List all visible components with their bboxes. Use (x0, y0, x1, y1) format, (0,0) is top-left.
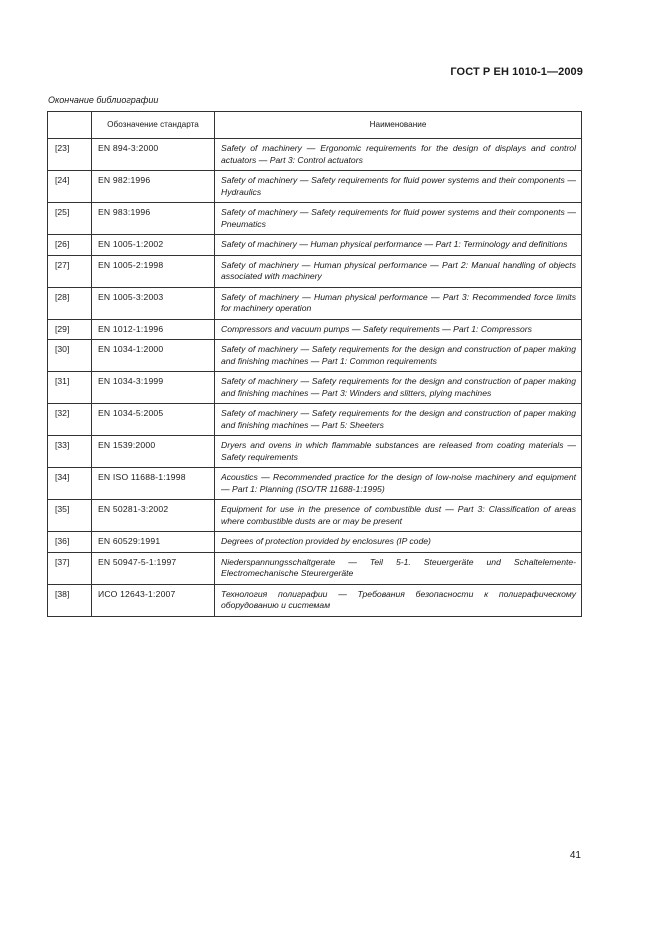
standard-title: Safety of machinery — Ergonomic requirements for the design of displays and control actuators — Part 3: Control actuators (215, 139, 582, 171)
reference-number: [32] (48, 404, 92, 436)
reference-number: [26] (48, 235, 92, 256)
standard-title: Equipment for use in the presence of combustible dust — Part 3: Classification of areas where combustible dusts are or may be present (215, 500, 582, 532)
reference-number: [25] (48, 203, 92, 235)
reference-number: [27] (48, 255, 92, 287)
standard-title: Safety of machinery — Human physical performance — Part 2: Manual handling of objects associated with machinery (215, 255, 582, 287)
standard-designation: EN 983:1996 (92, 203, 215, 235)
standard-title: Niederspannungsschaltgerate — Teil 5-1. Steuergeräte und Schaltelemente-Electromechanische Steurergeräte (215, 552, 582, 584)
standard-title: Acoustics — Recommended practice for the design of low-noise machinery and equipment — Part 1: Planning (ISO/TR 11688-1:1995) (215, 468, 582, 500)
standard-designation: EN 60529:1991 (92, 532, 215, 553)
document-standard-header: ГОСТ Р ЕН 1010-1—2009 (450, 66, 583, 78)
standard-designation: EN ISO 11688-1:1998 (92, 468, 215, 500)
standard-designation: ИСО 12643-1:2007 (92, 584, 215, 616)
table-row (48, 532, 582, 553)
column-header-title: Наименование (215, 112, 582, 139)
standard-designation: EN 982:1996 (92, 171, 215, 203)
reference-number: [28] (48, 287, 92, 319)
standard-title: Safety of machinery — Safety requirements for fluid power systems and their components — Hydraulics (215, 171, 582, 203)
standard-designation: EN 1034-5:2005 (92, 404, 215, 436)
standard-designation: EN 1012-1:1996 (92, 319, 215, 340)
page-number: 41 (569, 850, 581, 861)
table-row (48, 287, 582, 319)
reference-number: [37] (48, 552, 92, 584)
table-row (48, 584, 582, 616)
table-row (48, 319, 582, 340)
reference-number: [30] (48, 340, 92, 372)
standard-title: Safety of machinery — Human physical performance — Part 3: Recommended force limits for machinery operation (215, 287, 582, 319)
table-header-row (48, 112, 582, 139)
standard-title: Safety of machinery — Safety requirements for the design and construction of paper making and finishing machines — Part 1: Common requirements (215, 340, 582, 372)
bibliography-table-body (48, 139, 582, 617)
table-row (48, 340, 582, 372)
bibliography-table (47, 111, 582, 617)
reference-number: [23] (48, 139, 92, 171)
table-row (48, 404, 582, 436)
standard-designation: EN 894-3:2000 (92, 139, 215, 171)
standard-title: Safety of machinery — Human physical performance — Part 1: Terminology and definitions (215, 235, 582, 256)
standard-designation: EN 1034-1:2000 (92, 340, 215, 372)
reference-number: [29] (48, 319, 92, 340)
table-row (48, 139, 582, 171)
standard-title: Degrees of protection provided by enclosures (IP code) (215, 532, 582, 553)
table-row (48, 468, 582, 500)
standard-title: Compressors and vacuum pumps — Safety requirements — Part 1: Compressors (215, 319, 582, 340)
standard-title: Технология полиграфии — Требования безопасности к полиграфическому оборудованию и системам (215, 584, 582, 616)
table-row (48, 171, 582, 203)
reference-number: [31] (48, 372, 92, 404)
reference-number: [38] (48, 584, 92, 616)
table-row (48, 235, 582, 256)
table-row (48, 255, 582, 287)
reference-number: [35] (48, 500, 92, 532)
standard-designation: EN 1539:2000 (92, 436, 215, 468)
standard-designation: EN 1034-3:1999 (92, 372, 215, 404)
standard-designation: EN 50947-5-1:1997 (92, 552, 215, 584)
standard-designation: EN 1005-2:1998 (92, 255, 215, 287)
standard-title: Safety of machinery — Safety requirements for the design and construction of paper making and finishing machines — Part 5: Sheeters (215, 404, 582, 436)
column-header-number (48, 112, 92, 139)
column-header-standard-designation: Обозначение стандарта (92, 112, 215, 139)
standard-title: Dryers and ovens in which flammable substances are released from coating materials — Safety requirements (215, 436, 582, 468)
table-row (48, 203, 582, 235)
reference-number: [36] (48, 532, 92, 553)
table-row (48, 372, 582, 404)
standard-title: Safety of machinery — Safety requirements for fluid power systems and their components — Pneumatics (215, 203, 582, 235)
table-row (48, 436, 582, 468)
table-row (48, 500, 582, 532)
table-row (48, 552, 582, 584)
standard-designation: EN 1005-1:2002 (92, 235, 215, 256)
standard-designation: EN 50281-3:2002 (92, 500, 215, 532)
table-caption: Окончание библиографии (48, 95, 159, 105)
reference-number: [33] (48, 436, 92, 468)
reference-number: [34] (48, 468, 92, 500)
reference-number: [24] (48, 171, 92, 203)
standard-title: Safety of machinery — Safety requirements for the design and construction of paper making and finishing machines — Part 3: Winders and slitters, plying machines (215, 372, 582, 404)
standard-designation: EN 1005-3:2003 (92, 287, 215, 319)
